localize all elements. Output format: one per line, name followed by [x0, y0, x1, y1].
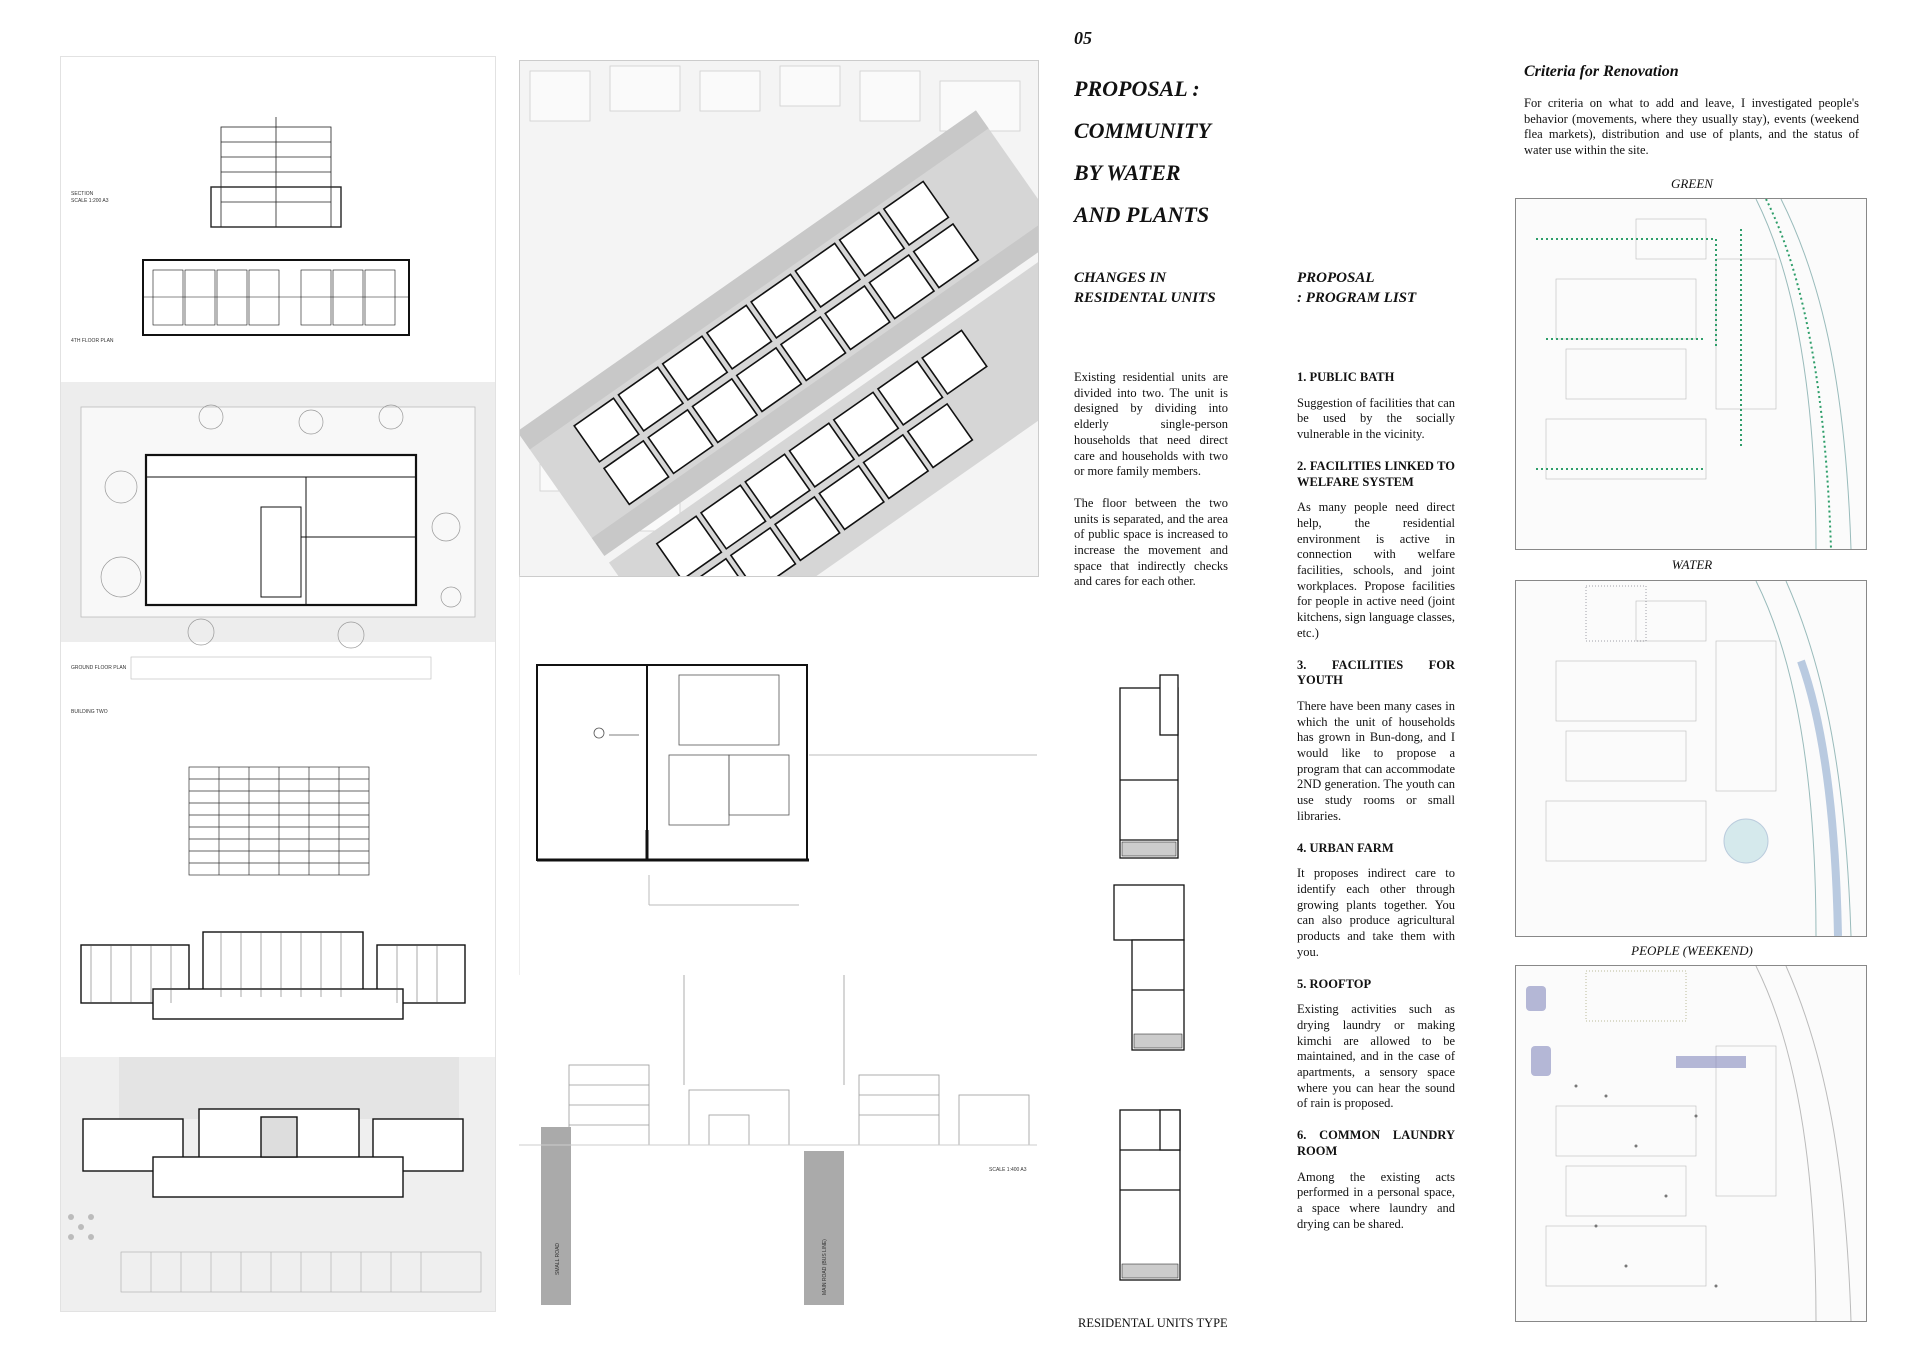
- program-heading-line-2: : PROGRAM LIST: [1297, 290, 1417, 306]
- title-line-1: PROPOSAL :: [1074, 76, 1200, 101]
- program-item-1: [1297, 370, 1455, 443]
- program-item-3-title: 3. FACILITIES FOR YOUTH: [1297, 657, 1455, 688]
- program-item-4-text: It proposes indirect care to identify each other through growing plants together. You can also produce agricultural products and take them with you.: [1297, 866, 1455, 959]
- small-road-label: SMALL ROAD: [555, 1242, 561, 1275]
- building-two-label: BUILDING TWO: [71, 709, 108, 715]
- program-item-2-title: 2. FACILITIES LINKED TO WELFARE SYSTEM: [1297, 458, 1455, 489]
- street-section: [519, 975, 1037, 1310]
- people-cluster: [1526, 986, 1746, 1076]
- map-label-people: PEOPLE (WEEKEND): [1631, 943, 1753, 958]
- changes-heading-line-2: RESIDENTAL UNITS: [1074, 290, 1216, 306]
- changes-heading: [1074, 268, 1216, 308]
- changes-text: [1074, 370, 1228, 606]
- unit-type-3: [1120, 1110, 1180, 1280]
- program-item-6-text: Among the existing acts performed in a personal space, a space where laundry and drying can be shared.: [1297, 1169, 1455, 1231]
- program-heading-line-1: PROPOSAL: [1297, 270, 1375, 286]
- ground-floor-plan: [146, 455, 416, 605]
- main-road-label: MAIN ROAD (BUS LINE): [822, 1239, 828, 1295]
- map-label-green: GREEN: [1671, 176, 1713, 191]
- program-item-4: [1297, 841, 1455, 961]
- floor-plan-label: 4TH FLOOR PLAN: [71, 338, 114, 344]
- drawing-sheet-middle: [519, 60, 1037, 1310]
- unit-type-2: [1114, 885, 1184, 1050]
- program-item-2: [1297, 459, 1455, 642]
- criteria-heading: Criteria for Renovation: [1524, 63, 1679, 80]
- program-item-6-title: 6. COMMON LAUNDRY ROOM: [1297, 1128, 1455, 1158]
- page-title: [1074, 68, 1211, 236]
- section-number: 05: [1074, 28, 1092, 48]
- title-line-2: COMMUNITY: [1074, 118, 1211, 143]
- program-item-5: [1297, 977, 1455, 1113]
- program-item-3: [1297, 658, 1455, 825]
- map-people: [1515, 965, 1867, 1322]
- map-label-water: WATER: [1671, 557, 1713, 572]
- changes-heading-line-1: CHANGES IN: [1074, 270, 1167, 286]
- program-item-6: [1297, 1128, 1455, 1232]
- building-drawings: [61, 57, 495, 1311]
- program-item-4-title: 4. URBAN FARM: [1297, 840, 1394, 855]
- parking: [131, 657, 431, 679]
- units-caption: RESIDENTAL UNITS TYPE: [1078, 1316, 1228, 1330]
- unit-type-1: [1120, 675, 1178, 858]
- program-item-3-text: There have been many cases in which the unit of households has grown in Bun-dong, and I would like to propose a program that can accommodate 2ND generation. The youth can use study rooms or small libraries.: [1297, 698, 1455, 823]
- title-line-4: AND PLANTS: [1074, 202, 1210, 227]
- changes-paragraph-2: The floor between the two units is separated, and the area of public space is increased to increase the movement and space that indirectly checks and cares for each other.: [1074, 495, 1228, 589]
- drawing-sheet-left: [60, 56, 496, 1312]
- program-list: [1297, 370, 1455, 1248]
- program-item-1-text: Suggestion of facilities that can be used by the socially vulnerable in the vicinity.: [1297, 395, 1455, 442]
- program-item-5-title: 5. ROOFTOP: [1297, 976, 1372, 991]
- building-two-elevation: [189, 767, 369, 875]
- section-scale: SCALE 1:200 A3: [71, 198, 109, 204]
- elevation-drawing: [211, 117, 341, 227]
- floor-plan-upper: [143, 260, 409, 335]
- site-block-map: [519, 60, 1039, 577]
- building-two-plan-upper: [81, 932, 465, 1019]
- unit-plan-detail: [519, 575, 1037, 975]
- section-label: SECTION: [71, 191, 94, 197]
- criteria-text: For criteria on what to add and leave, I investigated people's behavior (movements, where they usually stay), events (weekend flea markets), distribution and use of plants, and the status of water use within the site.: [1524, 96, 1859, 158]
- program-item-2-text: As many people need direct help, the residential environment is active in connection with welfare facilities, schools, and joint workplaces. Propose facilities for people in active need (joint kitchens, sign language classes, etc.): [1297, 500, 1455, 640]
- green-trail: [1536, 199, 1831, 549]
- program-item-1-title: 1. PUBLIC BATH: [1297, 370, 1395, 384]
- people-dots: [1575, 1085, 1718, 1288]
- program-heading: [1297, 268, 1416, 308]
- ground-plan-label: GROUND FLOOR PLAN: [71, 665, 127, 671]
- changes-paragraph-1: Existing residential units are divided into two. The unit is designed by dividing into elderly single-person households that need direct care and households with two or more family members.: [1074, 370, 1228, 479]
- map-water: [1515, 580, 1867, 937]
- title-line-3: BY WATER: [1074, 160, 1181, 185]
- map-green: [1515, 198, 1867, 550]
- water-band: [1801, 661, 1838, 936]
- scale-label: SCALE 1:400 A3: [989, 1167, 1027, 1173]
- program-item-5-text: Existing activities such as drying laundry or making kimchi are allowed to be maintained, and in the case of apartments, a sensory space where you can hear the sound of rain is proposed.: [1297, 1002, 1455, 1111]
- unit-types: [1110, 670, 1220, 1290]
